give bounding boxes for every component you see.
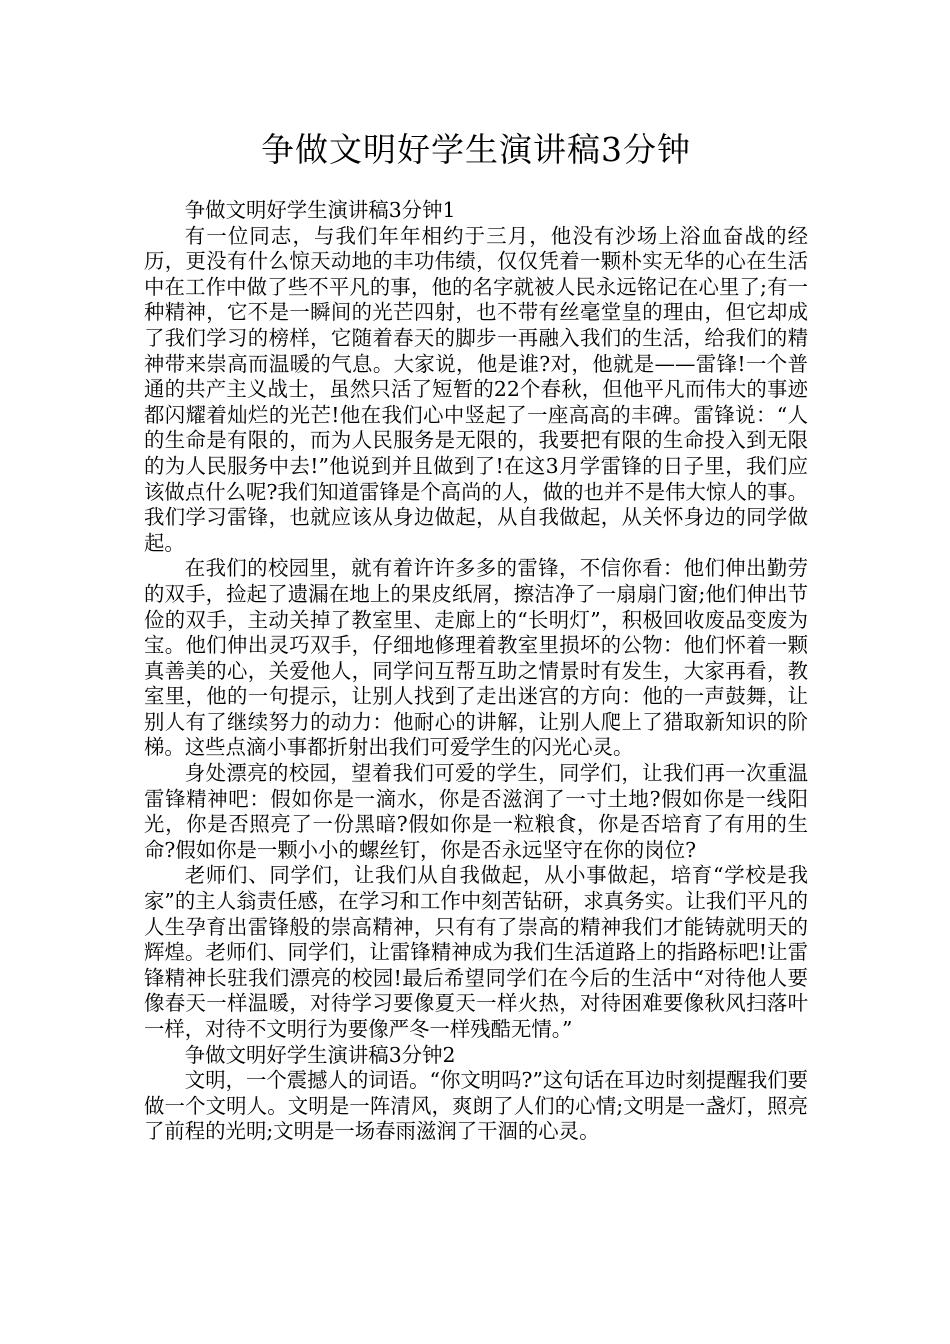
document-page — [144, 128, 808, 1145]
document-title: 争做文明好学生演讲稿3分钟 — [261, 130, 691, 169]
section-heading-1: 争做文明好学生演讲稿3分钟1 — [184, 198, 456, 222]
paragraph-1: 有一位同志，与我们年年相约于三月，他没有沙场上浴血奋战的经历，更没有什么惊天动地的丰功伟绩，仅仅凭着一颗朴实无华的心在生活中在工作中做了些不平凡的事，他的名字就被人民永远铭记在心里了;有一种精神，它不是一瞬间的光芒四射，也不带有丝毫堂皇的理由，但它却成了我们学习的榜样，它随着春天的脚步一再融入我们的生活，给我们的精神带来崇高而温暖的气息。大家说，他是谁?对，他就是——雷锋!一个普通的共产主义战士，虽然只活了短暂的22个春秋，但他平凡而伟大的事迹都闪耀着灿烂的光芒!他在我们心中竖起了一座高高的丰碑。雷锋说：“人的生命是有限的，而为人民服务是无限的，我要把有限的生命投入到无限的为人民服务中去!”他说到并且做到了!在这3月学雷锋的日子里，我们应该做点什么呢?我们知道雷锋是个高尚的人，做的也并不是伟大惊人的事。我们学习雷锋，也就应该从身边做起，从自我做起，从关怀身边的同学做起。 — [144, 223, 808, 555]
paragraph-4: 老师们、同学们，让我们从自我做起，从小事做起，培育“学校是我家”的主人翁责任感，在学习和工作中刻苦钻研，求真务实。让我们平凡的人生孕育出雷锋般的崇高精神，只有有了崇高的精神我们才能铸就明天的辉煌。老师们、同学们，让雷锋精神成为我们生活道路上的指路标吧!让雷锋精神长驻我们漂亮的校园!最后希望同学们在今后的生活中“对待他人要像春天一样温暖，对待学习要像夏天一样火热，对待困难要像秋风扫落叶一样，对待不文明行为要像严冬一样残酷无情。” — [144, 863, 808, 1041]
paragraph-2: 在我们的校园里，就有着许许多多的雷锋，不信你看：他们伸出勤劳的双手，捡起了遗漏在地上的果皮纸屑，擦洁净了一扇扇门窗;他们伸出节俭的双手，主动关掉了教室里、走廊上的“长明灯”，积极回收废品变废为宝。他们伸出灵巧双手，仔细地修理着教室里损坏的公物：他们怀着一颗真善美的心，关爱他人，同学问互帮互助之情景时有发生，大家再看，教室里，他的一句提示，让别人找到了走出迷宫的方向：他的一声鼓舞，让别人有了继续努力的动力：他耐心的讲解，让别人爬上了猎取新知识的阶梯。这些点滴小事都折射出我们可爱学生的闪光心灵。 — [144, 556, 808, 760]
paragraph-3: 身处漂亮的校园，望着我们可爱的学生，同学们，让我们再一次重温雷锋精神吧：假如你是一滴水，你是否滋润了一寸土地?假如你是一线阳光，你是否照亮了一份黑暗?假如你是一粒粮食，你是否培育了有用的生命?假如你是一颗小小的螺丝钉，你是否永远坚守在你的岗位? — [144, 761, 808, 862]
section-heading-2: 争做文明好学生演讲稿3分钟2 — [184, 1042, 456, 1067]
paragraph-5: 文明，一个震撼人的词语。“你文明吗?”这句话在耳边时刻提醒我们要做一个文明人。文明是一阵清风，爽朗了人们的心情;文明是一盏灯，照亮了前程的光明;文明是一场春雨滋润了干涸的心灵。 — [144, 1068, 808, 1144]
